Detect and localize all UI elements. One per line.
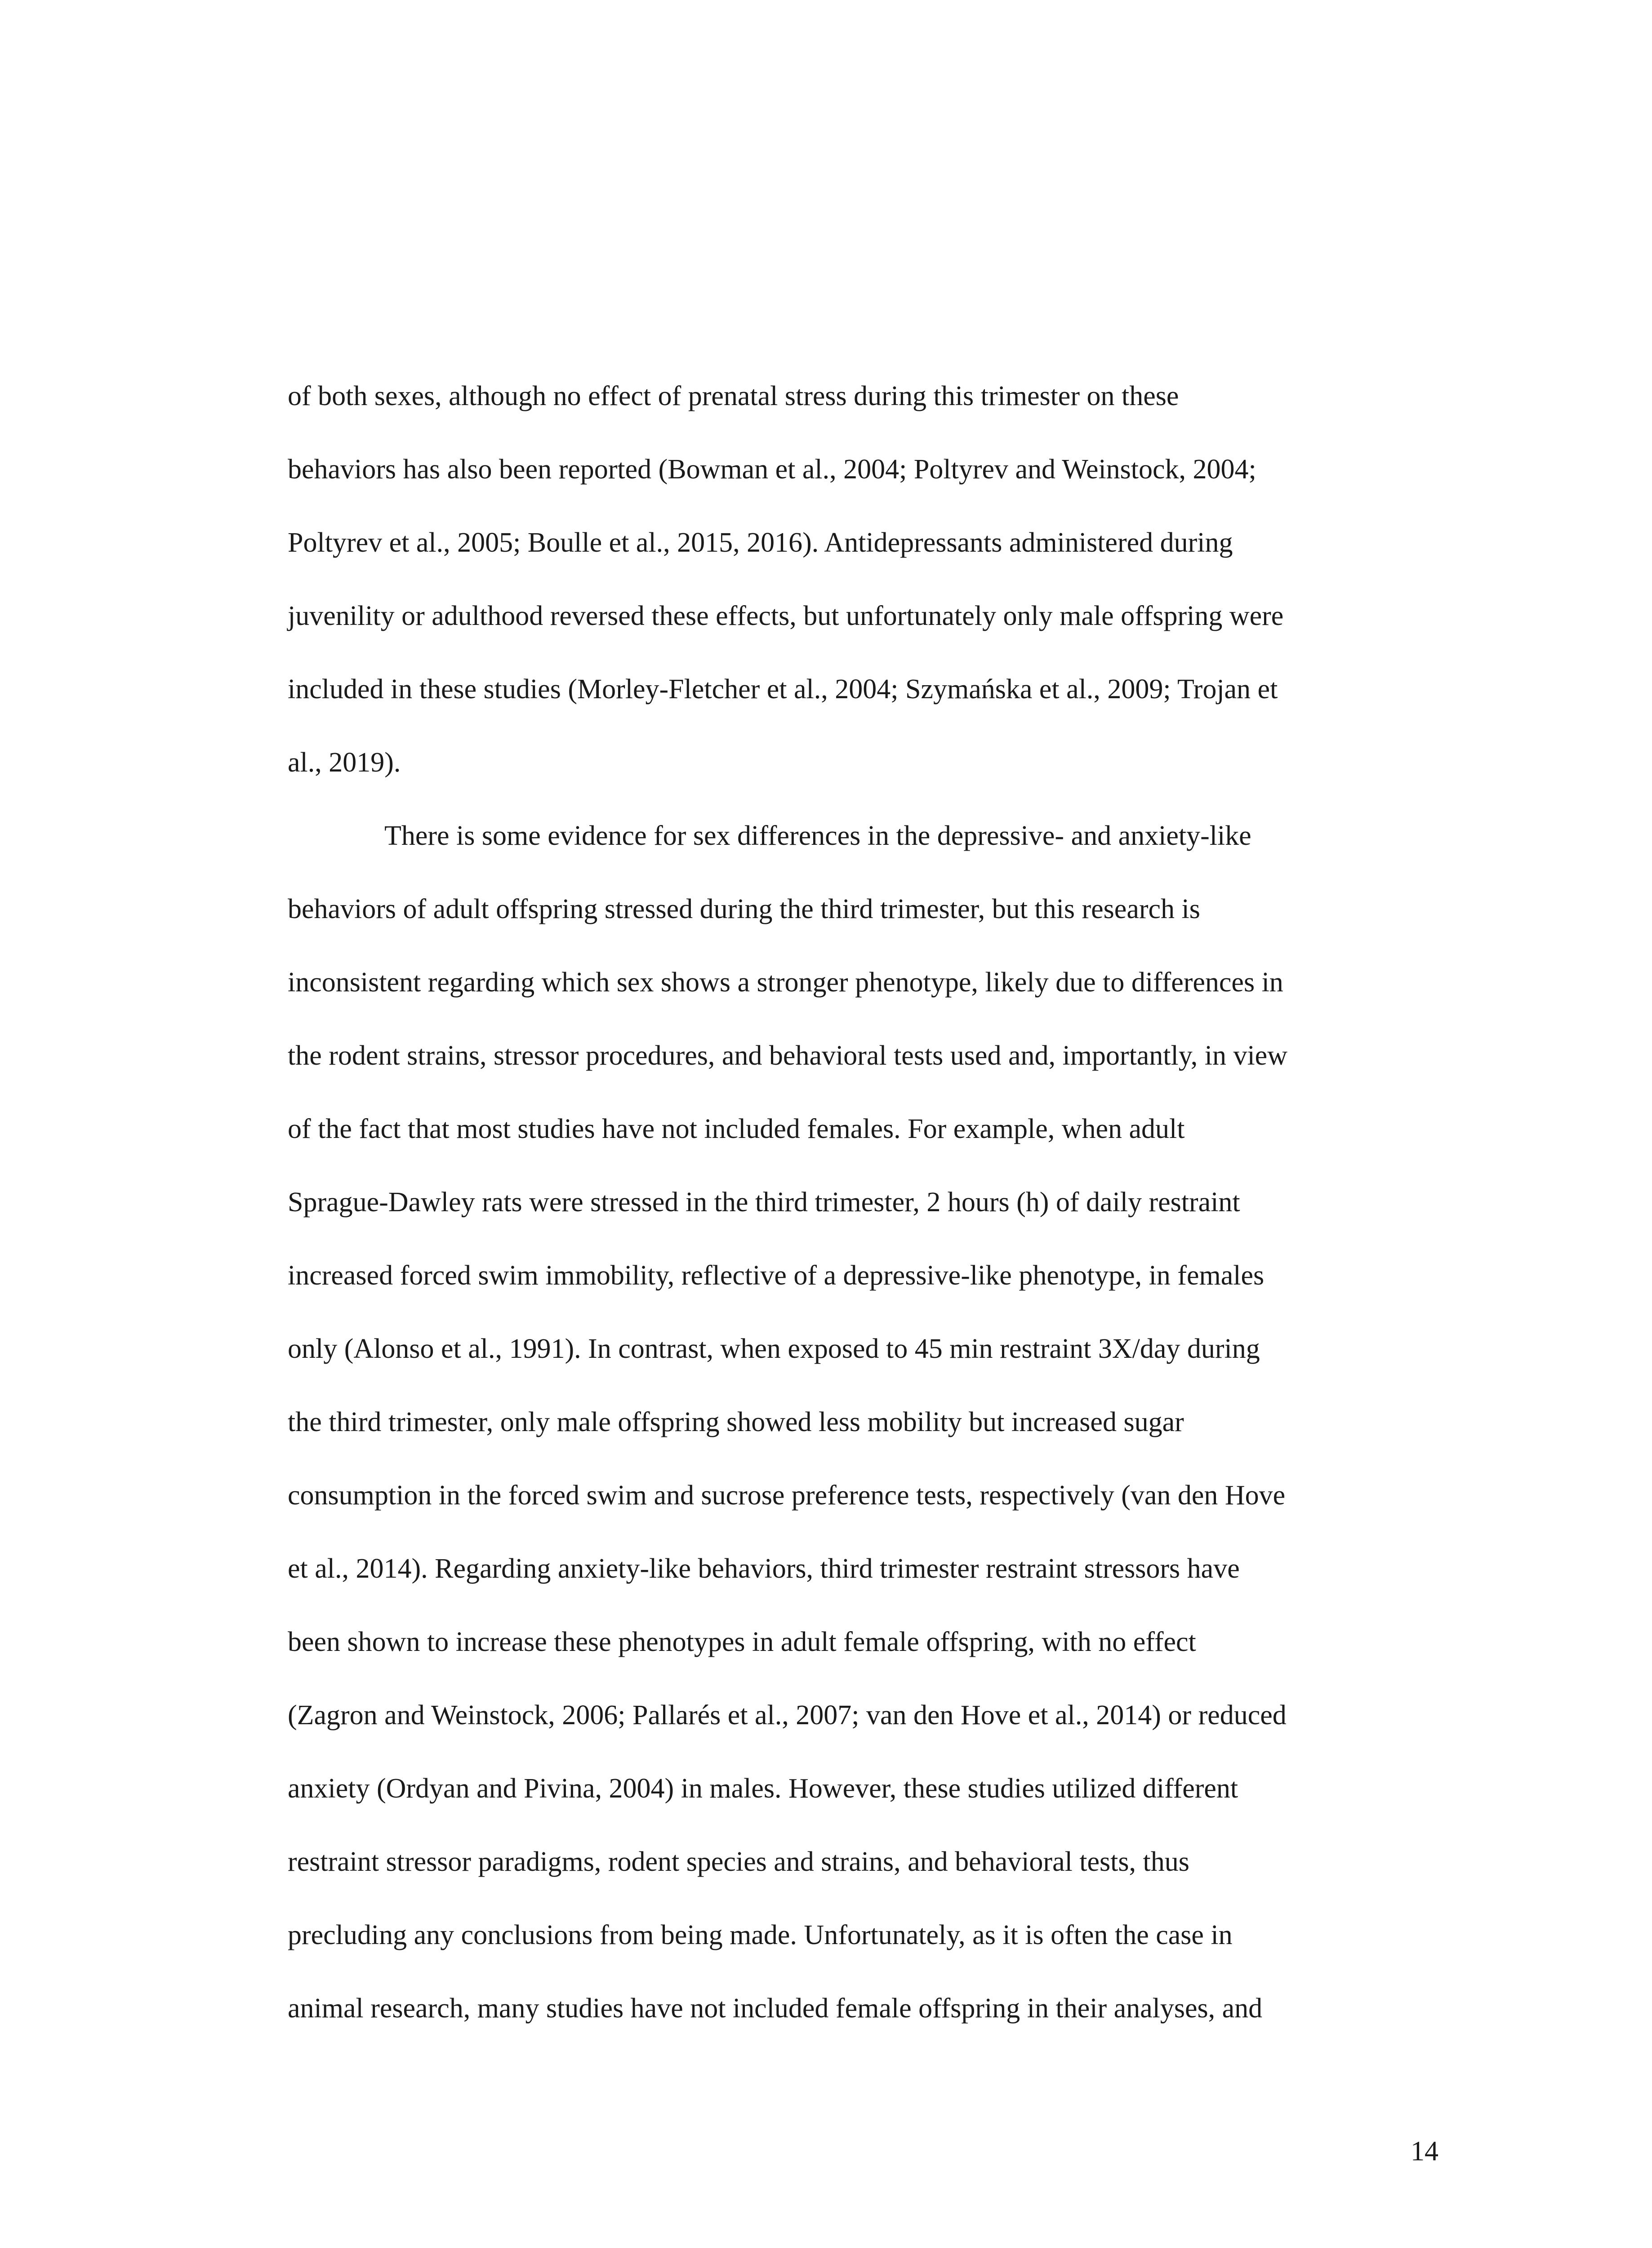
text-line: anxiety (Ordyan and Pivina, 2004) in males. However, these studies utilized different	[288, 1773, 1238, 1804]
text-line: the third trimester, only male offspring showed less mobility but increased sugar	[288, 1407, 1184, 1437]
text-line: al., 2019).	[288, 747, 401, 778]
text-line: Poltyrev et al., 2005; Boulle et al., 2015, 2016). Antidepressants administered during	[288, 527, 1233, 558]
text-line: consumption in the forced swim and sucrose preference tests, respectively (van den Hove	[288, 1480, 1286, 1511]
page-number: 14	[1411, 2136, 1438, 2167]
text-line: (Zagron and Weinstock, 2006; Pallarés et al., 2007; van den Hove et al., 2014) or reduced	[288, 1700, 1287, 1731]
paragraph-first-line: There is some evidence for sex differences in the depressive- and anxiety-like	[384, 821, 1251, 851]
text-line: animal research, many studies have not included female offspring in their analyses, and	[288, 1993, 1263, 2024]
text-line: behaviors has also been reported (Bowman et al., 2004; Poltyrev and Weinstock, 2004;	[288, 454, 1256, 485]
text-line: of both sexes, although no effect of prenatal stress during this trimester on these	[288, 381, 1179, 411]
text-line: et al., 2014). Regarding anxiety-like behaviors, third trimester restraint stressors have	[288, 1553, 1240, 1584]
text-line: only (Alonso et al., 1991). In contrast, when exposed to 45 min restraint 3X/day during	[288, 1334, 1260, 1364]
text-line: increased forced swim immobility, reflective of a depressive-like phenotype, in females	[288, 1260, 1265, 1291]
text-line: the rodent strains, stressor procedures, and behavioral tests used and, importantly, in view	[288, 1040, 1287, 1071]
text-line: behaviors of adult offspring stressed during the third trimester, but this research is	[288, 894, 1200, 924]
text-line: Sprague-Dawley rats were stressed in the third trimester, 2 hours (h) of daily restraint	[288, 1187, 1240, 1218]
text-line: been shown to increase these phenotypes in adult female offspring, with no effect	[288, 1627, 1196, 1657]
text-line: included in these studies (Morley-Fletcher et al., 2004; Szymańska et al., 2009; Trojan et	[288, 674, 1278, 705]
text-line: restraint stressor paradigms, rodent species and strains, and behavioral tests, thus	[288, 1847, 1189, 1877]
text-line: inconsistent regarding which sex shows a stronger phenotype, likely due to differences in	[288, 967, 1283, 998]
text-line: of the fact that most studies have not included females. For example, when adult	[288, 1114, 1185, 1144]
body-text	[288, 360, 1438, 2045]
text-line: juvenility or adulthood reversed these effects, but unfortunately only male offspring were	[288, 601, 1284, 631]
text-line: precluding any conclusions from being made. Unfortunately, as it is often the case in	[288, 1920, 1233, 1950]
